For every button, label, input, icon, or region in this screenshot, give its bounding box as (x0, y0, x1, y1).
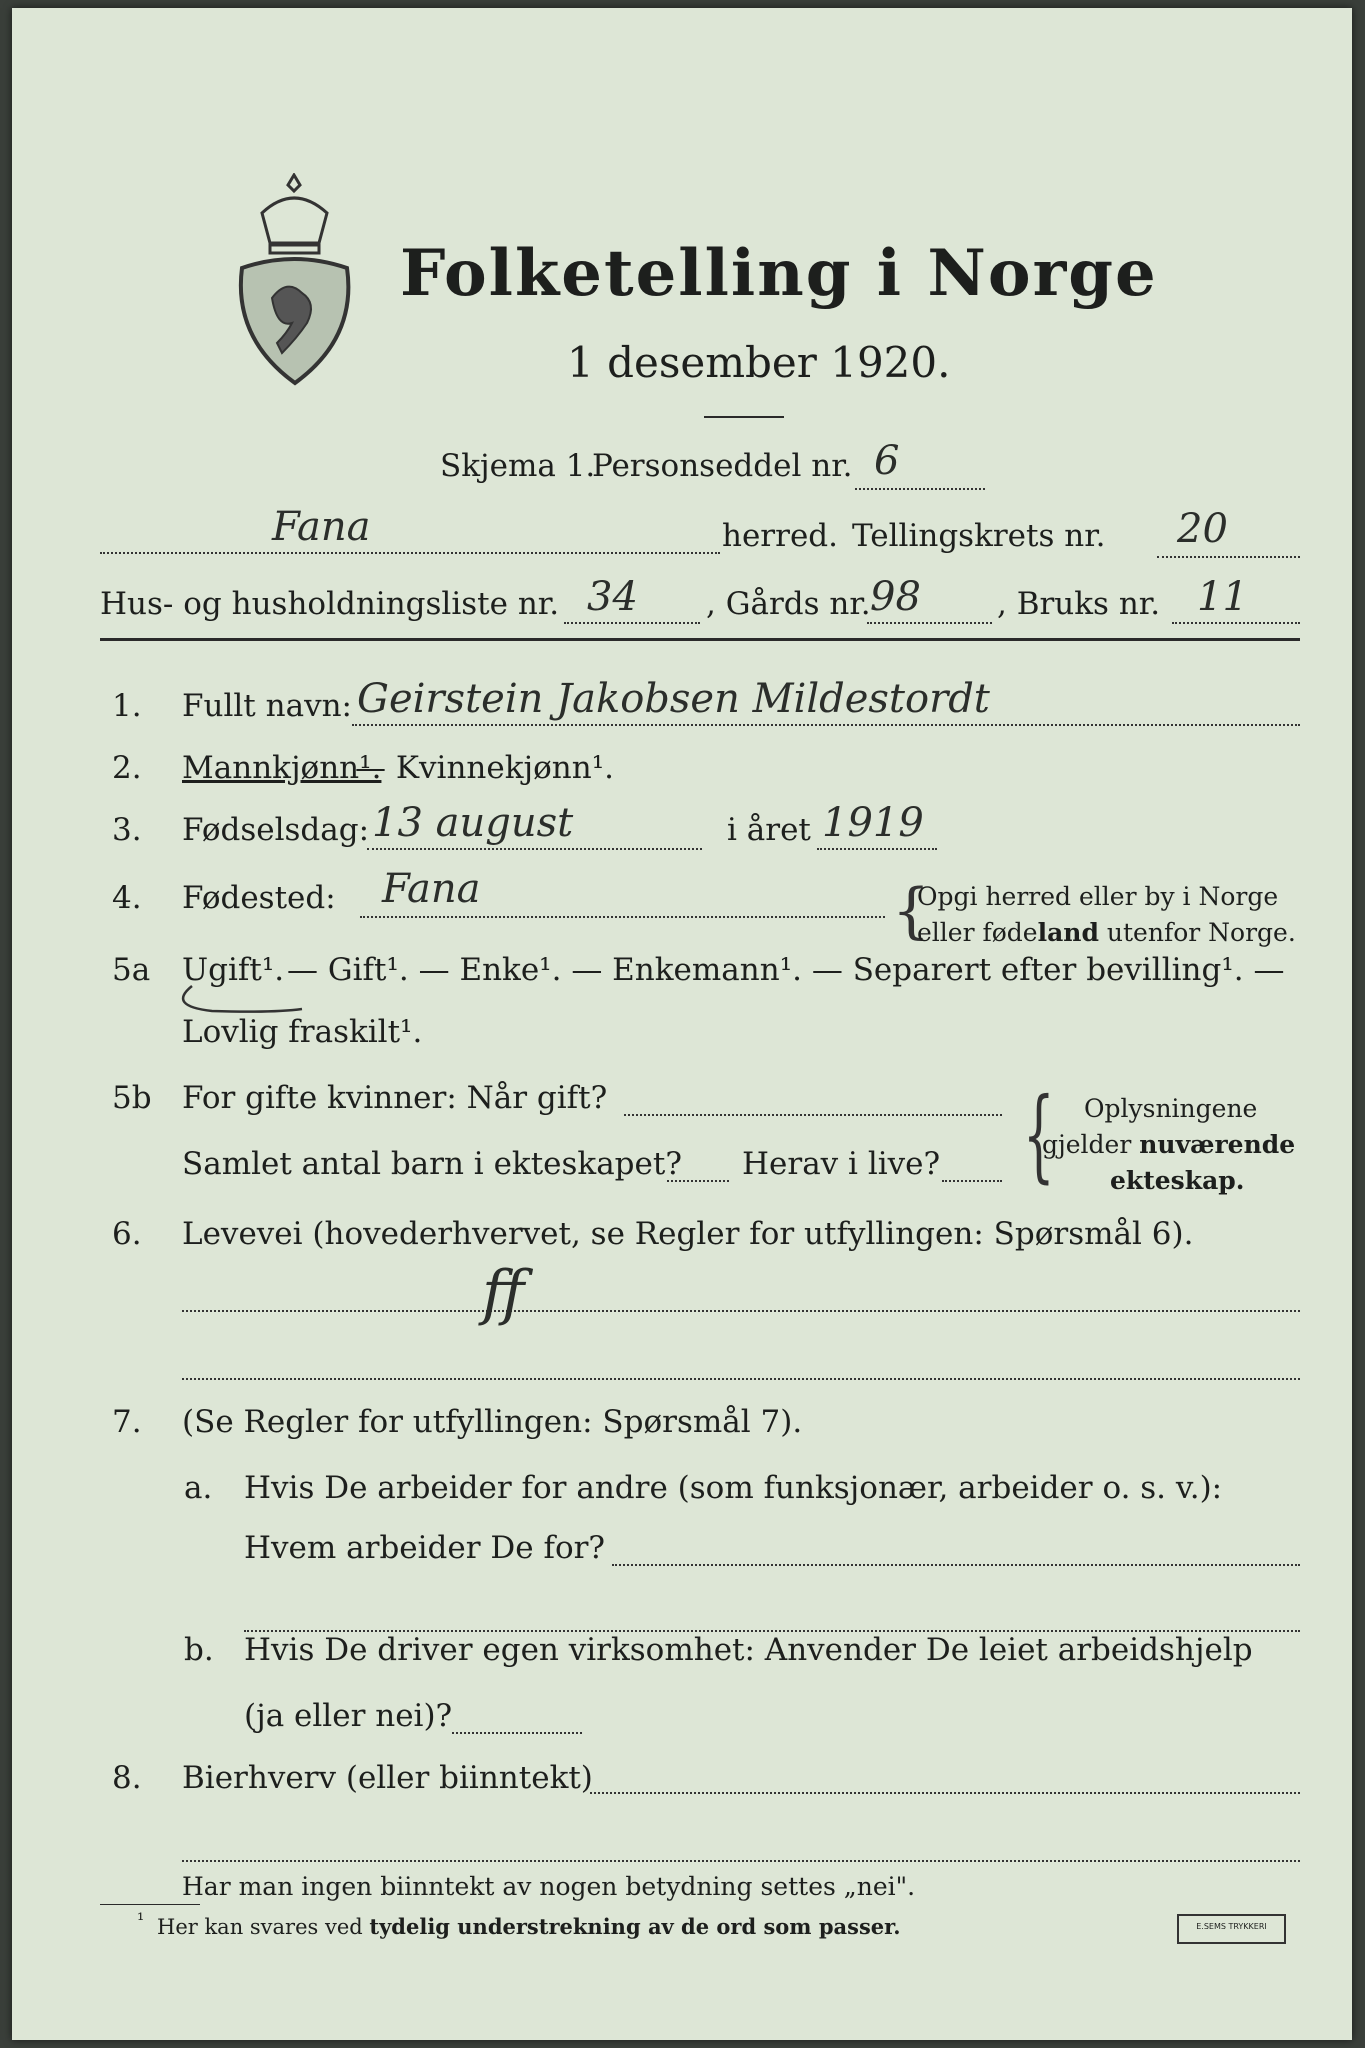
q5b-note-line2: gjelder nuværende (1042, 1130, 1296, 1159)
q3-value: 13 august (372, 800, 574, 846)
q5b-married-line (624, 1114, 1002, 1116)
q4-brace: { (892, 876, 931, 946)
census-form-page (12, 8, 1352, 2040)
gards-label: , Gårds nr. (706, 586, 871, 622)
q5b-note-line1: Oplysningene (1084, 1094, 1258, 1123)
q7a-label: Hvis De arbeider for andre (som funksjonær, arbeider o. s. v.): (244, 1470, 1223, 1506)
title-rule (704, 416, 784, 418)
q8-line1 (590, 1792, 1300, 1794)
q8-line2 (182, 1860, 1300, 1862)
herred-line (100, 552, 720, 554)
q4-note-line2: eller fødeland utenfor Norge. (917, 918, 1296, 947)
q2-number: 2. (112, 750, 142, 786)
q5b-number: 5b (112, 1080, 152, 1116)
q8-label: Bierhverv (eller biinntekt) (182, 1760, 593, 1796)
q4-number: 4. (112, 880, 142, 916)
q4-label: Fødested: (182, 880, 336, 916)
q5b-children-label: Samlet antal barn i ekteskapet? (182, 1146, 682, 1182)
q3-label: Fødselsdag: (182, 812, 370, 848)
q7a-letter: a. (184, 1470, 213, 1506)
tellingskrets-label: Tellingskrets nr. (852, 518, 1106, 554)
q6-line1 (182, 1310, 1300, 1312)
tellingskrets-line (1157, 556, 1300, 558)
q6-line2 (182, 1378, 1300, 1380)
q7-label: (Se Regler for utfyllingen: Spørsmål 7). (182, 1404, 803, 1440)
tellingskrets-value: 20 (1177, 506, 1228, 552)
q4-note-line1: Opgi herred eller by i Norge (917, 882, 1279, 911)
q3-year-value: 1919 (822, 800, 924, 846)
q5b-alive-line (942, 1180, 1002, 1182)
form-date: 1 desember 1920. (567, 338, 951, 387)
schema-label: Skjema 1. (440, 448, 596, 484)
q4-value: Fana (382, 866, 481, 912)
q7b-letter: b. (184, 1632, 214, 1668)
footnote-rule (100, 1904, 200, 1905)
q7b-yes-no-line (452, 1732, 582, 1734)
herred-label: herred. (722, 518, 838, 554)
footnote-mark: ¹ (137, 1910, 145, 1931)
q7b-yes-no-label: (ja eller nei)? (244, 1698, 453, 1734)
coat-of-arms-icon (232, 173, 357, 388)
q5a-fraskilt-option: Lovlig fraskilt¹. (182, 1014, 423, 1050)
q5b-alive-label: Herav i live? (742, 1146, 941, 1182)
q1-line (352, 724, 1300, 726)
q5a-options: — Gift¹. — Enke¹. — Enkemann¹. — Separert efter bevilling¹. — (287, 952, 1285, 988)
husliste-value: 34 (587, 574, 638, 620)
gards-line (867, 622, 992, 624)
q8-number: 8. (112, 1760, 142, 1796)
q1-number: 1. (112, 688, 142, 724)
personseddel-line (855, 488, 985, 490)
q3-year-label: i året (727, 812, 811, 848)
q6-value: ff (482, 1258, 525, 1328)
form-title: Folketelling i Norge (400, 236, 1158, 311)
q3-line (367, 848, 702, 850)
printer-mark: E.SEMS TRYKKERI (1177, 1914, 1286, 1944)
q3-number: 3. (112, 812, 142, 848)
q5b-brace: { (1022, 1076, 1055, 1193)
husliste-label: Hus- og husholdningsliste nr. (100, 586, 560, 622)
husliste-line (564, 622, 700, 624)
q2-other-options: — Kvinnekjønn¹. (355, 750, 614, 786)
q5b-children-line (667, 1180, 729, 1182)
q1-label: Fullt navn: (182, 688, 352, 724)
q6-label: Levevei (hovederhvervet, se Regler for utfyllingen: Spørsmål 6). (182, 1216, 1194, 1252)
q1-value: Geirstein Jakobsen Mildestordt (357, 676, 990, 722)
q8-note: Har man ingen biinntekt av nogen betydning settes „nei". (182, 1872, 916, 1901)
herred-value: Fana (272, 504, 371, 550)
footnote-text: Her kan svares ved tydelig understrekning av de ord som passer. (157, 1914, 901, 1939)
personseddel-value: 6 (874, 438, 900, 484)
bruks-value: 11 (1197, 574, 1248, 620)
personseddel-label: Personseddel nr. (592, 448, 853, 484)
q6-number: 6. (112, 1216, 142, 1252)
q5b-married-label: For gifte kvinner: Når gift? (182, 1080, 608, 1116)
q5a-ugift-option: Ugift¹. (182, 952, 285, 988)
q4-line (360, 916, 885, 918)
bruks-label: , Bruks nr. (997, 586, 1161, 622)
q7-number: 7. (112, 1404, 142, 1440)
q7b-label: Hvis De driver egen virksomhet: Anvender De leiet arbeidshjelp (244, 1632, 1253, 1668)
q5b-note-line3: ekteskap. (1110, 1166, 1245, 1195)
section-rule (100, 638, 1300, 641)
bruks-line (1172, 622, 1300, 624)
q5a-number: 5a (112, 952, 151, 988)
q2-male-option: Mannkjønn¹. (182, 750, 382, 786)
q7a-employer-line (612, 1564, 1300, 1566)
q3-year-line (817, 848, 937, 850)
q5a-underline-mark (172, 978, 312, 1018)
q7a-employer-label: Hvem arbeider De for? (244, 1530, 606, 1566)
gards-value: 98 (870, 574, 921, 620)
